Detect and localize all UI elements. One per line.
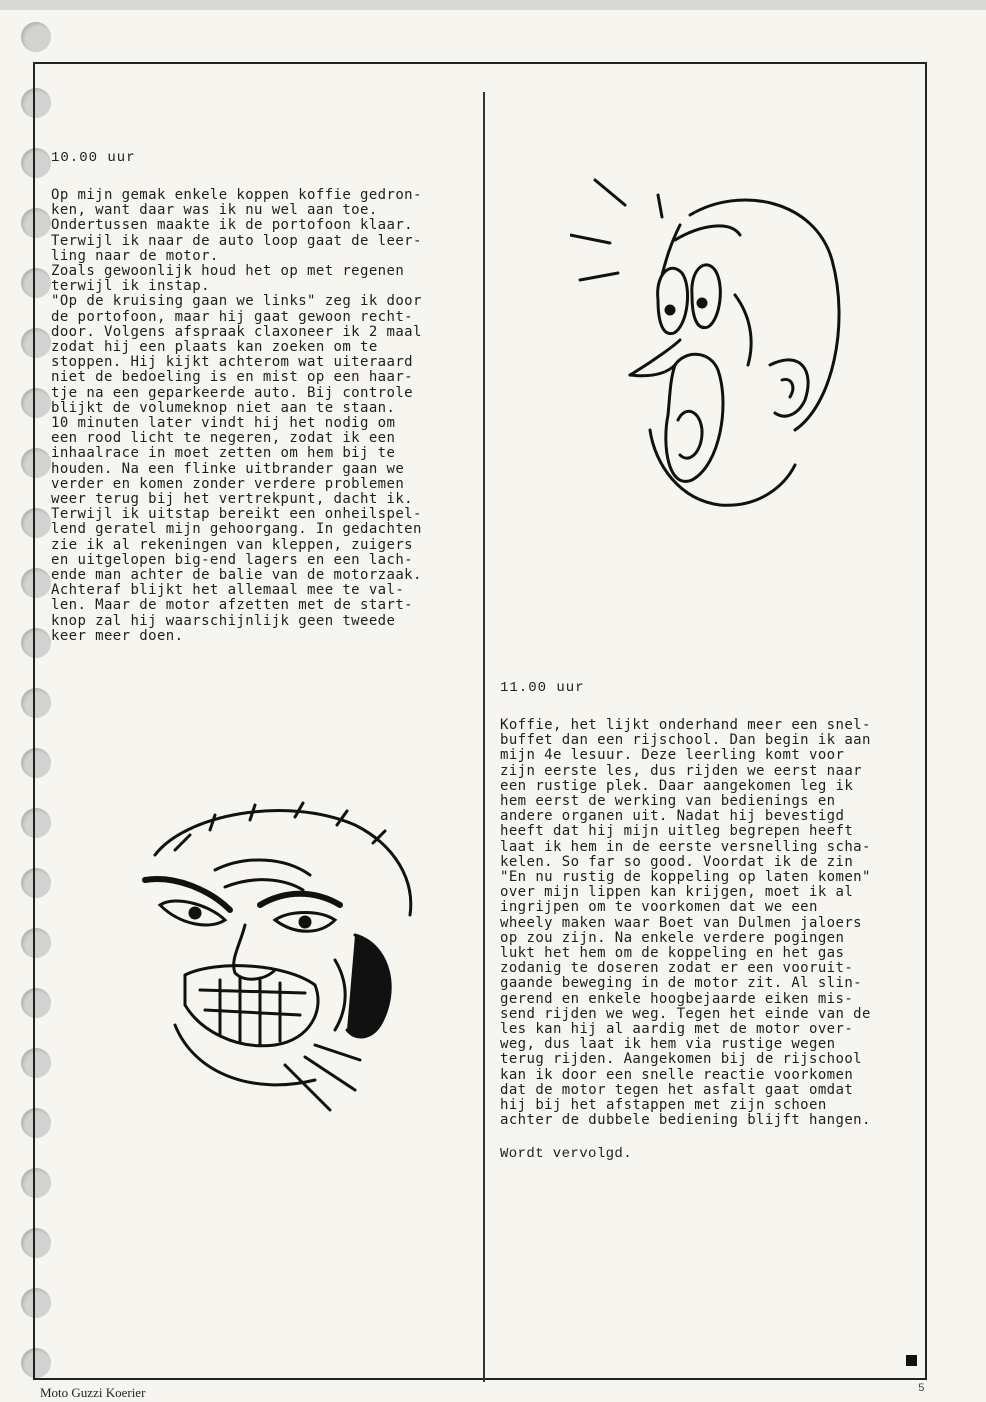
section-time-11: 11.00 uur: [500, 680, 585, 696]
page-number: 5: [918, 1383, 925, 1395]
section-text-10: Op mijn gemak enkele koppen koffie gedron- ken, want daar was ik nu wel aan toe. Ondertussen maakte ik de portofoon klaar. Terwijl ik naar de auto loop gaat de leer- ling naar de motor. Zoals gewoonlijk houd het op met regenen terwijl ik instap. "Op de kruising gaan we links" zeg ik door de portofoon, maar hij gaat gewoon recht- door. Volgens afspraak claxoneer ik 2 maal zodat hij een plaats kan zoeken om te stoppen. Hij kijkt achterom wat uiteraard niet de bedoeling is en mist op een haar- tje na een geparkeerde auto. Bij controle blijkt de volumeknop niet aan te staan. 10 minuten later vindt hij het nodig om een rood licht te negeren, zodat ik een inhaalrace in moet zetten om hem bij te houden. Na een flinke uitbrander gaan we verder en komen zonder verdere problemen weer terug bij het vertrekpunt, dacht ik. Terwijl ik uitstap bereikt een onheilspel- lend geratel mijn gehoorgang. In gedachten zie ik al rekeningen van kleppen, zuigers en uitgelopen big-end lagers en een lach- ende man achter de balie van de motorzaak. Achteraf blijkt het allemaal mee te val- len. Maar de motor afzetten met de start- knop zal hij waarschijnlijk geen tweede keer meer doen.: [51, 187, 422, 644]
angry-face-illustration: [115, 795, 435, 1125]
continued-note: Wordt vervolgd.: [500, 1146, 633, 1163]
right-column: [500, 680, 920, 1162]
publication-name: Moto Guzzi Koerier: [40, 1385, 146, 1400]
scan-top-edge: [0, 0, 986, 10]
section-text-11: Koffie, het lijkt onderhand meer een snel- buffet dan een rijschool. Dan begin ik aan mijn 4e lesuur. Deze leerling komt voor zijn eerste les, dus rijden we eerst naar een rustige plek. Daar aangekomen leg ik hem eerst de werking van bedienings en andere organen uit. Nadat hij bevestigd heeft dat hij mijn uitleg begrepen heeft laat ik hem in de eerste versnelling scha- kelen. So far so good. Voordat ik de zin "En nu rustig de koppeling op laten komen" over mijn lippen kan krijgen, moet ik al ingrijpen om te voorkomen dat we een wheely maken waar Boet van Dulmen jaloers op zou zijn. Na enkele verdere pogingen lukt het hem om de koppeling en het gas zodanig te doseren zodat er een vooruit- gaande beweging in de motor zit. Al slin- gerend en enkele hoogbejaarde eiken mis- send rijden we weg. Tegen het einde van de les kan hij al aardig met de motor over- weg, dus laat ik hem via rustige wegen terug rijden. Aangekomen bij de rijschool kan ik door een snelle reactie voorkomen dat de motor tegen het asfalt gaat omdat hij bij het afstappen met zijn schoen achter de dubbele bediening blijft hangen.: [500, 717, 871, 1129]
column-divider: [483, 92, 485, 1382]
end-of-article-mark: [906, 1355, 917, 1366]
left-column: [51, 150, 476, 644]
binder-hole: [21, 22, 51, 52]
shocked-face-illustration: [570, 165, 860, 525]
section-time-10: 10.00 uur: [51, 150, 136, 166]
